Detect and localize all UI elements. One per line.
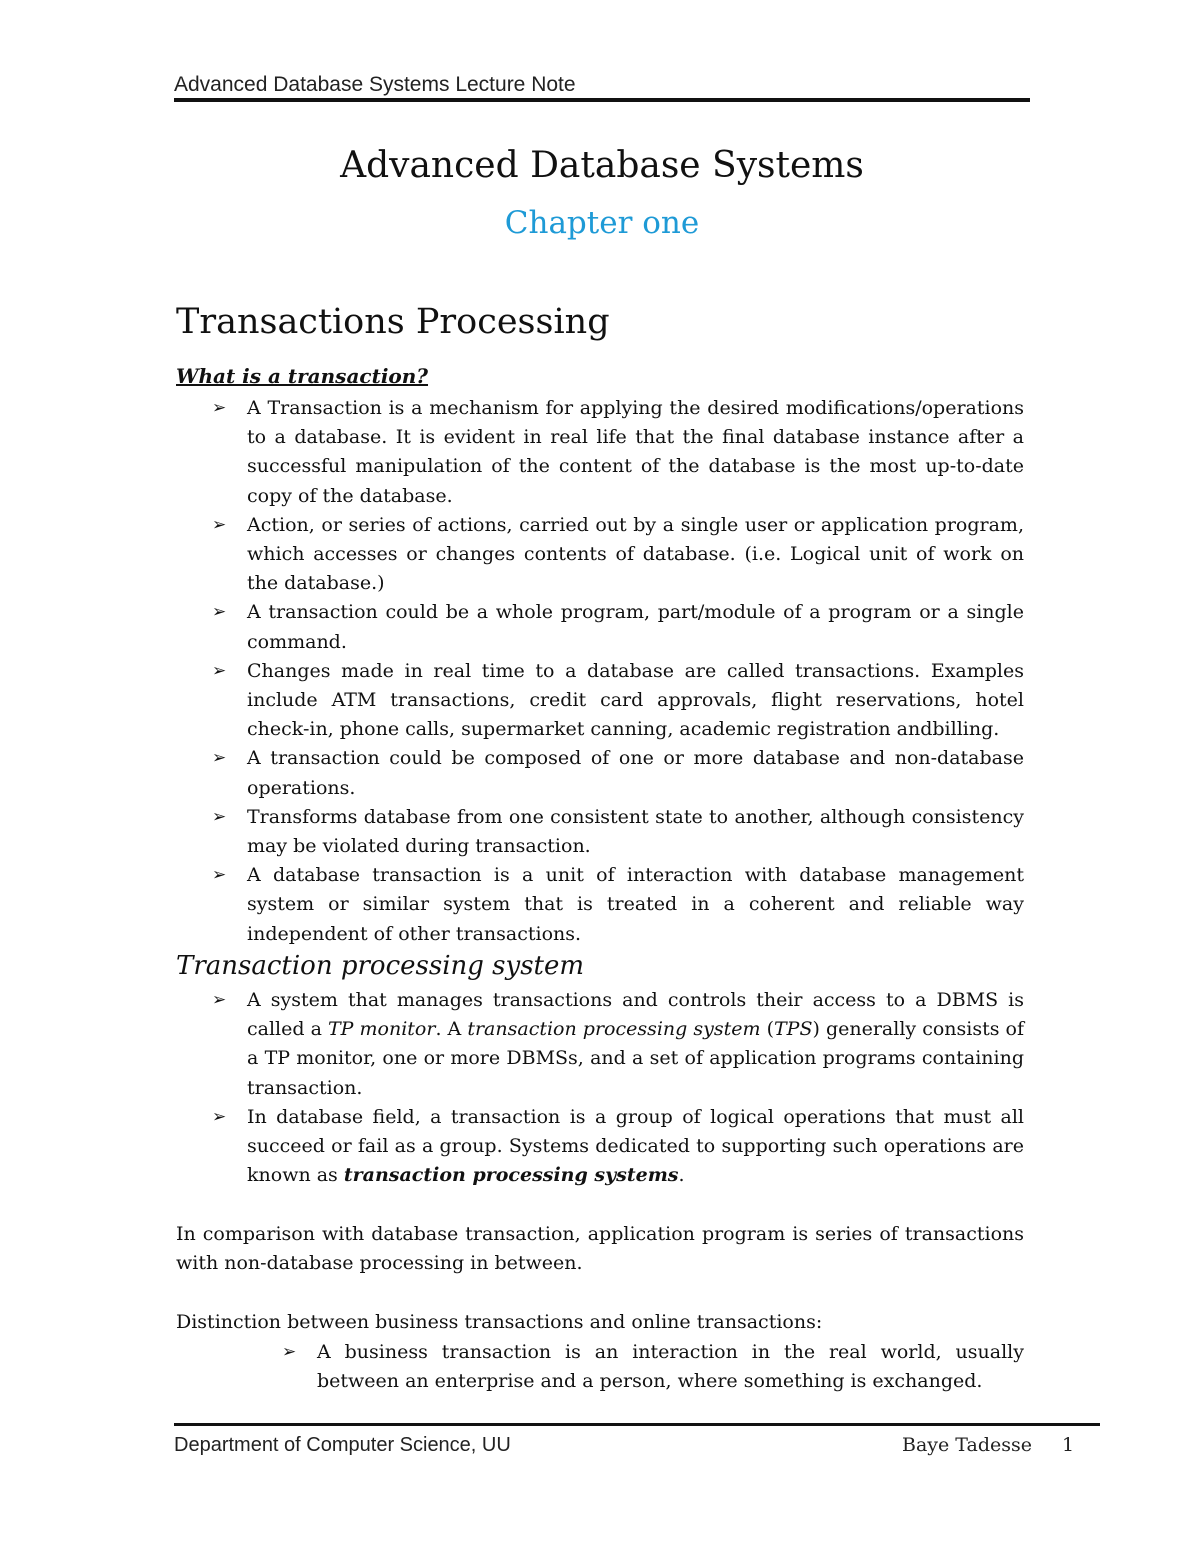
page-number: 1 — [1062, 1434, 1075, 1456]
bullet-text: A database transaction is a unit of interaction with database management system or similar system that is treated in a coherent and reliable way independent of other transactions. — [247, 864, 1024, 945]
bullet-item — [212, 986, 1024, 1103]
bullet-item — [212, 1103, 1024, 1191]
arrow-bullet-icon: ➢ — [212, 602, 227, 623]
arrow-bullet-icon: ➢ — [282, 1342, 297, 1362]
arrow-bullet-icon: ➢ — [212, 748, 227, 769]
bullet-item — [212, 803, 1024, 861]
tp-monitor-term: TP monitor — [327, 1018, 436, 1041]
comparison-paragraph: In comparison with database transaction, application program is series of transactions with non-database processing in between. — [176, 1223, 1024, 1275]
arrow-bullet-icon: ➢ — [212, 514, 227, 535]
running-header: Advanced Database Systems Lecture Note — [174, 73, 576, 96]
footer-department: Department of Computer Science, UU — [174, 1434, 511, 1456]
tps-bullet-list — [212, 986, 1024, 1190]
bullet-item — [212, 394, 1024, 511]
bullet-text-part: . A — [435, 1018, 468, 1041]
bullet-item — [212, 511, 1024, 599]
bullet-item — [282, 1338, 1024, 1396]
bullet-text: A transaction could be a whole program, part/module of a program or a single command. — [247, 601, 1024, 653]
footer-divider — [174, 1423, 1100, 1426]
bullet-item — [212, 598, 1024, 656]
document-title: Advanced Database Systems — [340, 145, 864, 186]
footer-author: Baye Tadesse — [902, 1434, 1032, 1456]
arrow-bullet-icon: ➢ — [212, 660, 227, 681]
bullet-item — [212, 657, 1024, 745]
tps-systems-term: transaction processing systems — [343, 1164, 679, 1187]
tps-abbreviation: TPS — [774, 1018, 813, 1041]
bullet-text-part: A system that manages transactions and controls their access to a DBMS is called a — [247, 989, 1024, 1041]
bullet-text: Action, or series of actions, carried out by a single user or application program, which accesses or changes contents of database. (i.e. Logical unit of work on the database.) — [247, 513, 1024, 595]
question-heading: What is a transaction? — [176, 364, 429, 388]
chapter-subtitle: Chapter one — [504, 205, 700, 241]
bullet-text: Transforms database from one consistent state to another, although consistency may be violated during transaction. — [247, 805, 1024, 858]
bullet-item — [212, 744, 1024, 802]
arrow-bullet-icon: ➢ — [212, 1106, 227, 1127]
bullet-text-part: ) generally consists of a TP monitor, one or more DBMSs, and a set of application programs containing transaction. — [247, 1018, 1025, 1099]
bullet-text: Changes made in real time to a database are called transactions. Examples include ATM transactions, credit card approvals, flight reservations, hotel check-in, phone calls, supermarket canning, academic registration andbilling. — [247, 659, 1024, 741]
section-heading: Transactions Processing — [176, 302, 610, 342]
header-divider — [174, 98, 1030, 102]
transaction-bullet-list — [212, 394, 1024, 949]
bullet-text-part: . — [678, 1164, 685, 1187]
arrow-bullet-icon: ➢ — [212, 865, 227, 886]
business-bullet-list — [282, 1338, 1024, 1396]
bullet-text: A transaction could be composed of one or more database and non-database operations. — [247, 747, 1024, 799]
arrow-bullet-icon: ➢ — [212, 990, 227, 1010]
bullet-item — [212, 861, 1024, 949]
tps-term: transaction processing system — [467, 1018, 761, 1041]
tps-heading: Transaction processing system — [176, 951, 585, 981]
bullet-text-part: In database field, a transaction is a group of logical operations that must all succeed or fail as a group. Systems dedicated to supporting such operations are known as — [247, 1105, 1024, 1187]
bullet-text: A Transaction is a mechanism for applying the desired modifications/operations to a database. It is evident in real life that the final database instance after a successful manipulation of the content of the database is the most up-to-date copy of the database. — [247, 397, 1024, 507]
bullet-text: A business transaction is an interaction in the real world, usually between an enterprise and a person, where something is exchanged. — [317, 1341, 1024, 1393]
arrow-bullet-icon: ➢ — [212, 398, 227, 418]
arrow-bullet-icon: ➢ — [212, 806, 227, 827]
bullet-text-part: ( — [760, 1018, 774, 1041]
distinction-heading: Distinction between business transactions and online transactions: — [176, 1311, 823, 1333]
